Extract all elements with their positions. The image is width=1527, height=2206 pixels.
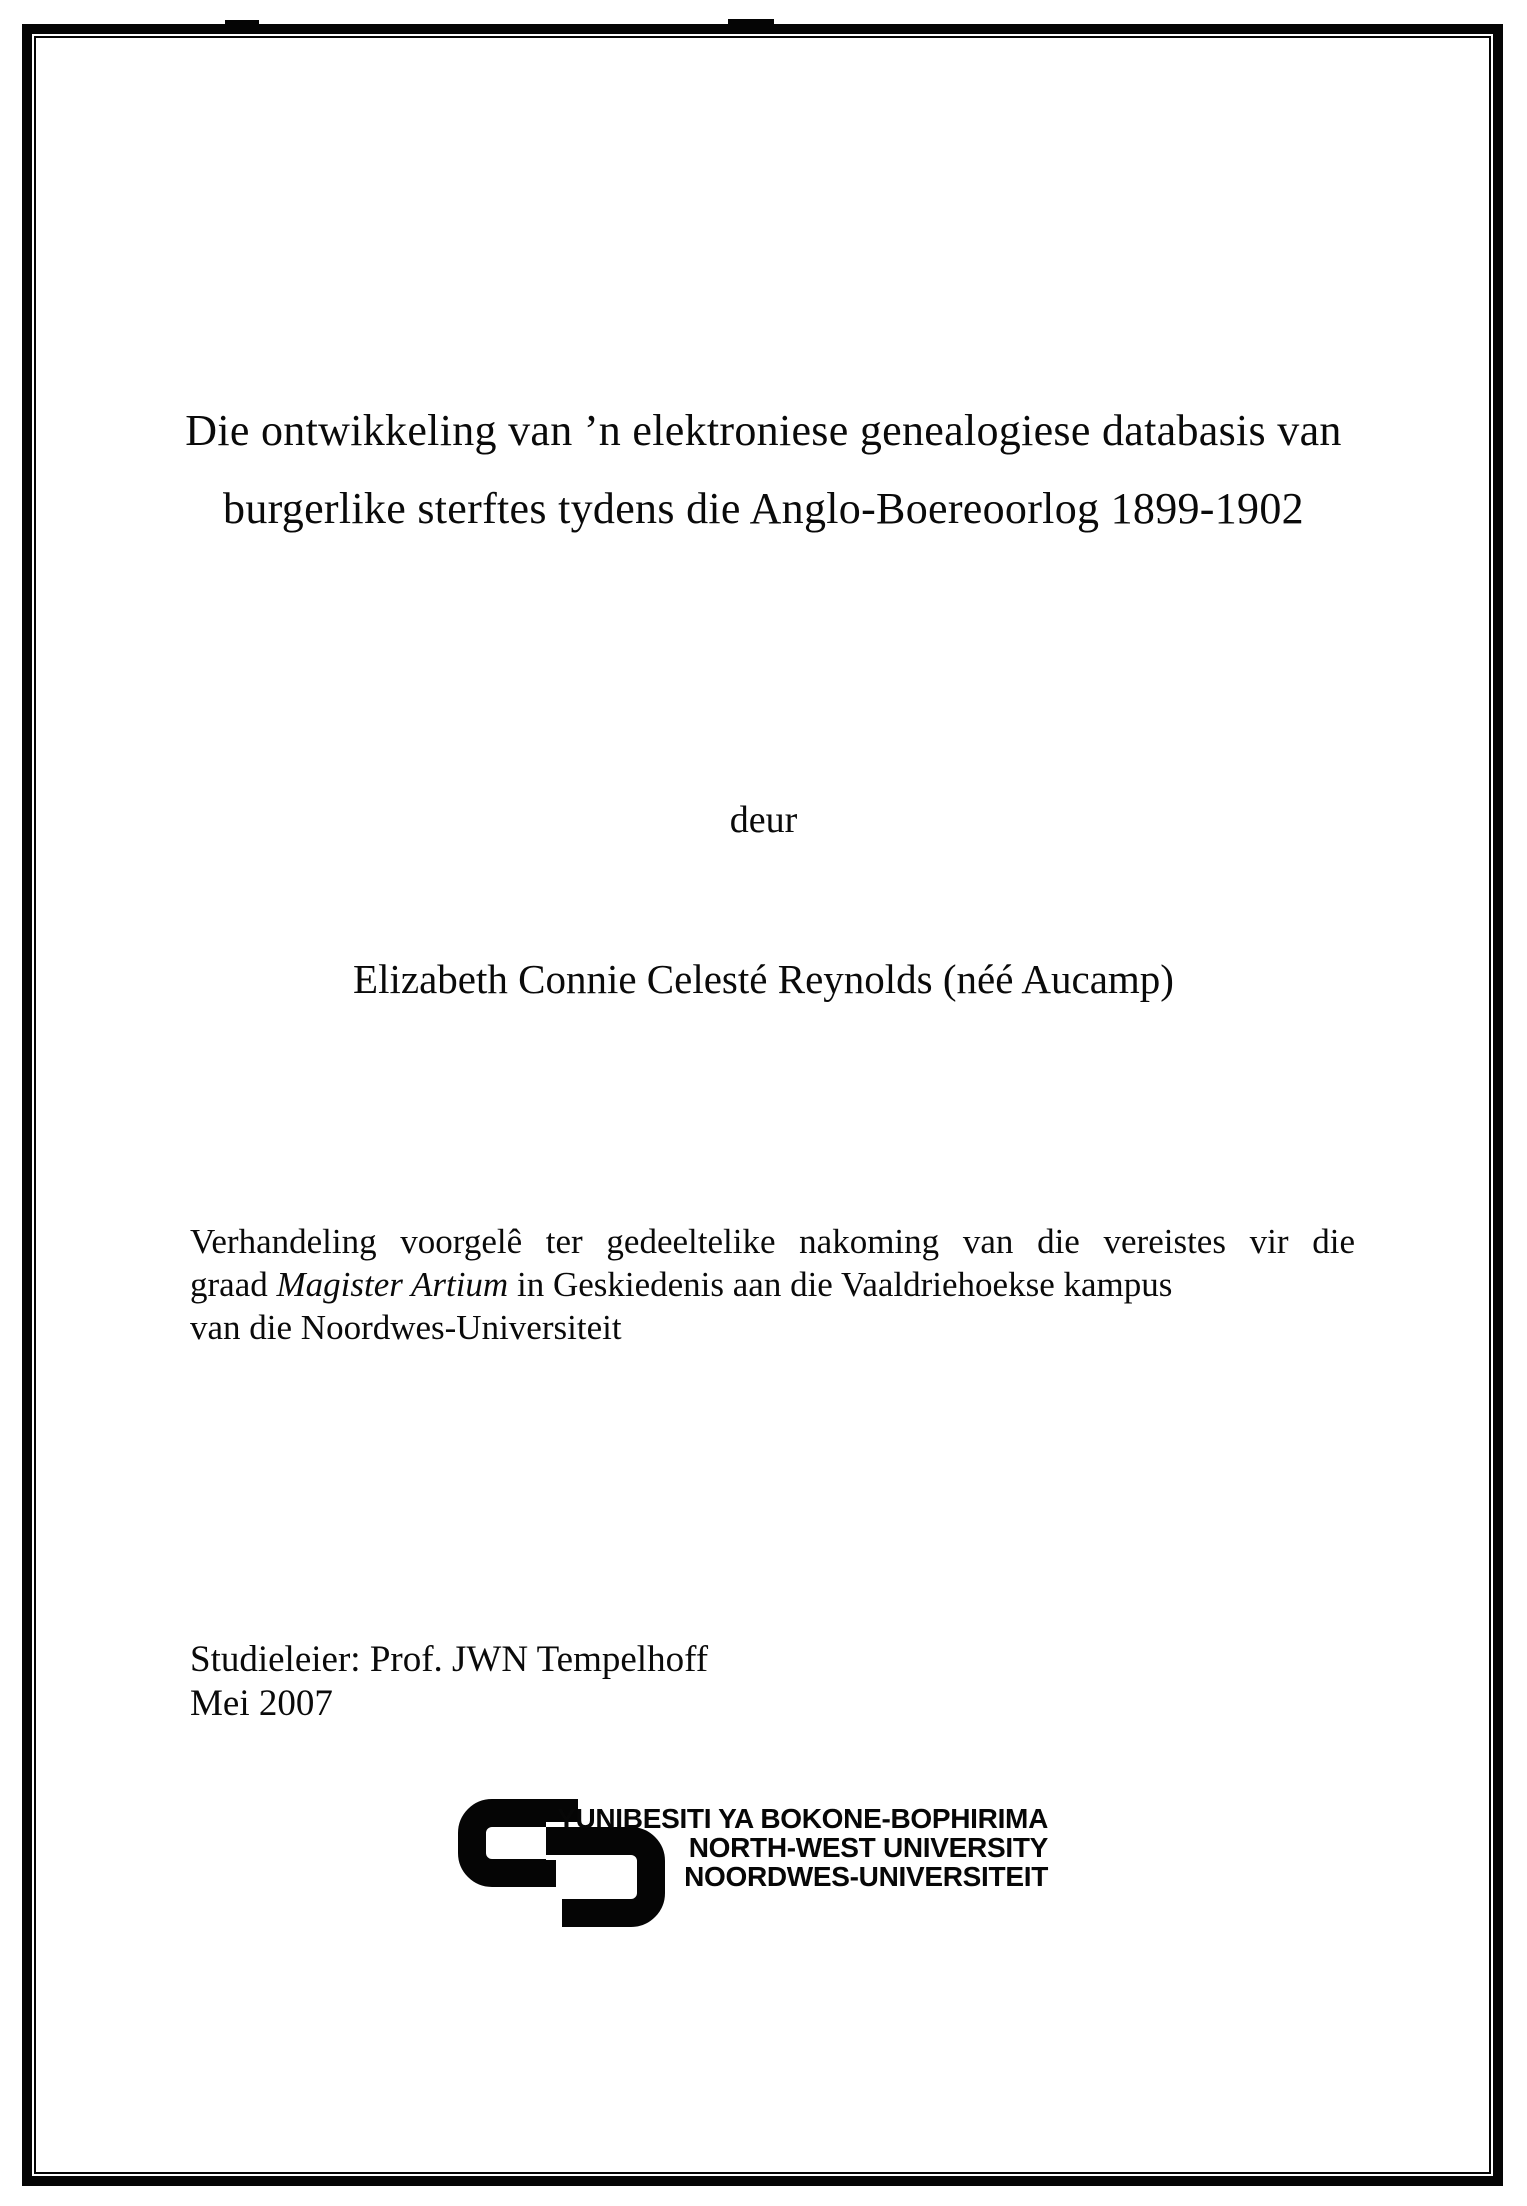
thesis-title bbox=[70, 392, 1457, 548]
degree-statement-line1: Verhandeling voorgelê ter gedeeltelike nakoming van die vereistes vir die bbox=[190, 1222, 1355, 1261]
degree-name-italic: Magister Artium bbox=[276, 1265, 509, 1304]
date-line: Mei 2007 bbox=[190, 1683, 333, 1724]
byline-deur: deur bbox=[729, 799, 798, 841]
logo-text-setswana: YUNIBESITI YA BOKONE-BOPHIRIMA bbox=[557, 1803, 1048, 1834]
university-logo-text bbox=[550, 1804, 1048, 1891]
degree-statement-line2-pre: graad bbox=[190, 1265, 277, 1304]
author-name: Elizabeth Connie Celesté Reynolds (néé Aucamp) bbox=[353, 956, 1174, 1002]
degree-statement-line3: van die Noordwes-Universiteit bbox=[190, 1308, 622, 1347]
thesis-title-line2: burgerlike sterftes tydens die Anglo-Boereoorlog 1899-1902 bbox=[223, 484, 1304, 533]
degree-statement-line2 bbox=[190, 1263, 1355, 1306]
supervisor-block bbox=[190, 1638, 708, 1726]
degree-statement bbox=[190, 1220, 1355, 1349]
scan-artifact bbox=[728, 19, 774, 24]
scan-artifact bbox=[225, 20, 259, 25]
logo-text-english: NORTH-WEST UNIVERSITY bbox=[688, 1832, 1048, 1863]
thesis-title-line1: Die ontwikkeling van ’n elektroniese genealogiese databasis van bbox=[185, 406, 1342, 455]
logo-text-afrikaans: NOORDWES-UNIVERSITEIT bbox=[684, 1861, 1048, 1892]
degree-statement-line2-post: in Geskiedenis aan die Vaaldriehoekse kampus bbox=[508, 1265, 1173, 1304]
supervisor-line: Studieleier: Prof. JWN Tempelhoff bbox=[190, 1639, 709, 1680]
university-logo bbox=[458, 1799, 1058, 1931]
